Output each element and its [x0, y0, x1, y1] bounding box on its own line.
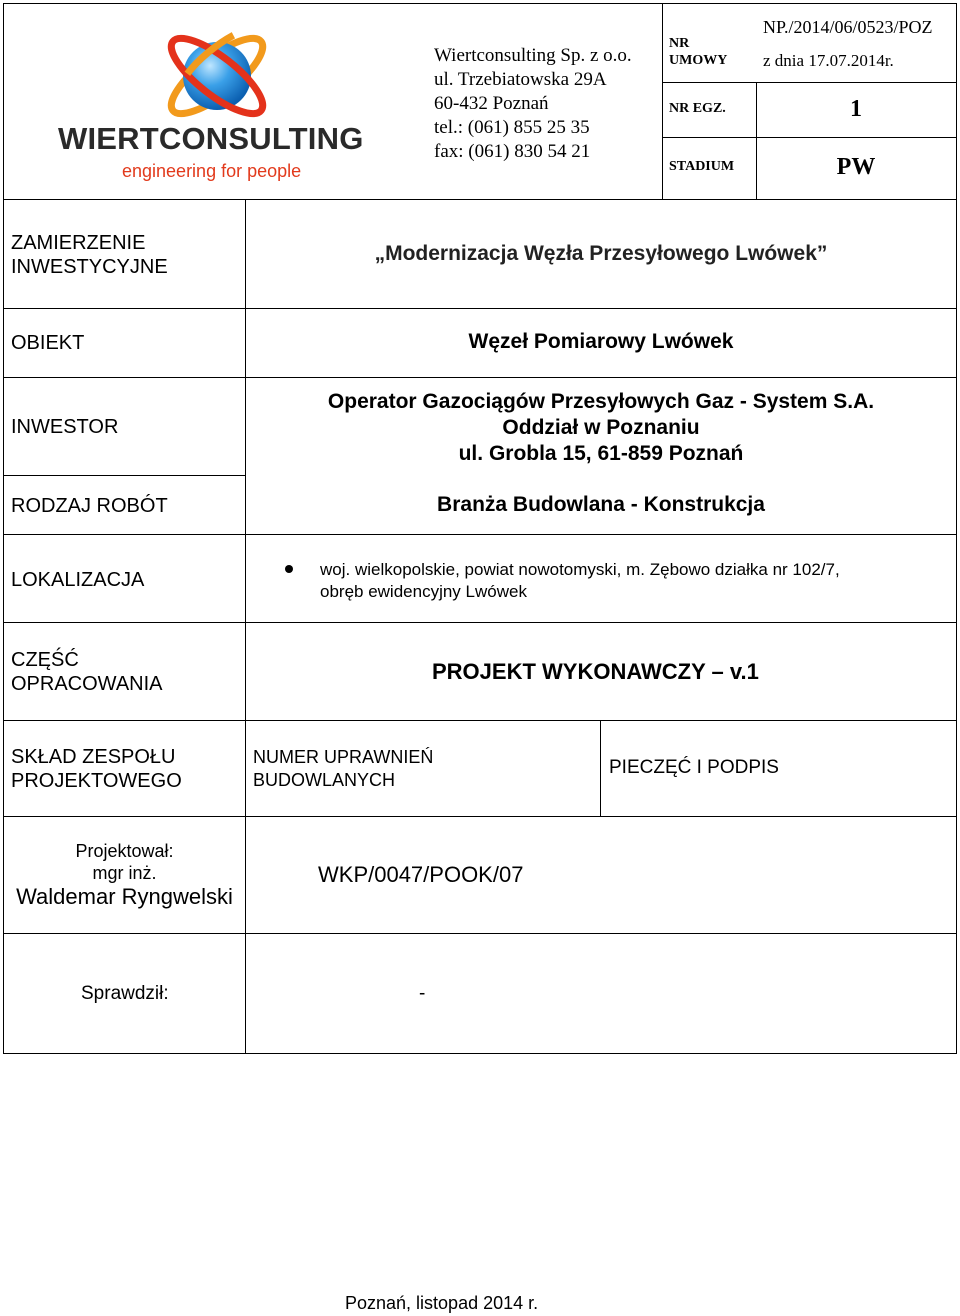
logo-tagline: engineering for people — [122, 161, 302, 181]
rodzaj-robot-label: RODZAJ ROBÓT — [11, 495, 168, 517]
pieczec-podpis-header: PIECZĘĆ I PODPIS — [609, 757, 779, 778]
sprawdzil-value: - — [419, 983, 426, 1004]
contract-date: z dnia 17.07.2014r. — [763, 51, 894, 70]
zamierzenie-label-line2: INWESTYCYJNE — [11, 256, 168, 278]
company-logo — [55, 26, 380, 184]
projektowal-label: Projektował: — [75, 841, 174, 861]
obiekt-value: Węzeł Pomiarowy Lwówek — [468, 330, 734, 353]
projektowal-title: mgr inż. — [92, 863, 157, 883]
lokalizacja-line1: woj. wielkopolskie, powiat nowotomyski, m. Zębowo działka nr 102/7, — [320, 560, 840, 579]
inwestor-label: INWESTOR — [11, 416, 119, 438]
nr-umowy-label-line1: NR — [669, 36, 690, 51]
czesc-opracowania-label — [11, 648, 163, 696]
lokalizacja-line2: obręb ewidencyjny Lwówek — [320, 582, 527, 601]
company-name: Wiertconsulting Sp. z o.o. — [434, 45, 632, 66]
nr-umowy-label — [669, 35, 727, 69]
zamierzenie-label — [11, 231, 168, 279]
numer-uprawnien-line1: NUMER UPRAWNIEŃ — [253, 747, 434, 767]
numer-uprawnien-header — [253, 746, 433, 792]
bullet-icon — [285, 565, 293, 573]
sklad-zespolu-header — [11, 745, 182, 793]
globe-logo-icon — [55, 26, 380, 126]
czesc-label-line2: OPRACOWANIA — [11, 673, 163, 695]
rodzaj-robot-value: Branża Budowlana - Konstrukcja — [437, 493, 765, 516]
inwestor-value — [246, 389, 956, 467]
footer-place-date: Poznań, listopad 2014 r. — [345, 1293, 539, 1313]
nr-umowy-label-line2: UMOWY — [669, 53, 728, 68]
company-street: ul. Trzebiatowska 29A — [434, 69, 607, 90]
obiekt-label: OBIEKT — [11, 332, 85, 354]
sprawdzil-label: Sprawdził: — [81, 983, 169, 1004]
nr-umowy-value: NP./2014/06/0523/POZ — [763, 17, 933, 37]
lokalizacja-value — [320, 559, 840, 603]
zamierzenie-label-line1: ZAMIERZENIE — [11, 232, 146, 254]
company-fax: fax: (061) 830 54 21 — [434, 141, 591, 162]
company-address — [434, 44, 632, 164]
nr-egz-label: NR EGZ. — [669, 101, 726, 116]
stadium-value: PW — [836, 154, 876, 180]
logo-wordmark: WIERTCONSULTING — [58, 121, 364, 156]
projektowal-number: WKP/0047/POOK/07 — [318, 862, 524, 887]
company-city: 60-432 Poznań — [434, 93, 549, 114]
sklad-zespolu-line2: PROJEKTOWEGO — [11, 770, 182, 792]
czesc-opracowania-value: PROJEKT WYKONAWCZY – v.1 — [432, 659, 759, 684]
projektowal-name: Waldemar Ryngwelski — [16, 884, 233, 909]
numer-uprawnien-line2: BUDOWLANYCH — [253, 770, 396, 790]
zamierzenie-value: „Modernizacja Węzła Przesyłowego Lwówek” — [374, 242, 828, 265]
czesc-label-line1: CZĘŚĆ — [11, 649, 79, 671]
company-tel: tel.: (061) 855 25 35 — [434, 117, 590, 138]
stadium-label: STADIUM — [669, 159, 735, 174]
inwestor-line1: Operator Gazociągów Przesyłowych Gaz - System S.A. — [327, 390, 875, 413]
projektowal-cell — [4, 840, 245, 910]
inwestor-line2: Oddział w Poznaniu — [502, 416, 700, 439]
inwestor-line3: ul. Grobla 15, 61-859 Poznań — [458, 442, 744, 465]
sklad-zespolu-line1: SKŁAD ZESPOŁU — [11, 746, 176, 768]
nr-egz-value: 1 — [850, 96, 862, 122]
lokalizacja-label: LOKALIZACJA — [11, 569, 145, 591]
